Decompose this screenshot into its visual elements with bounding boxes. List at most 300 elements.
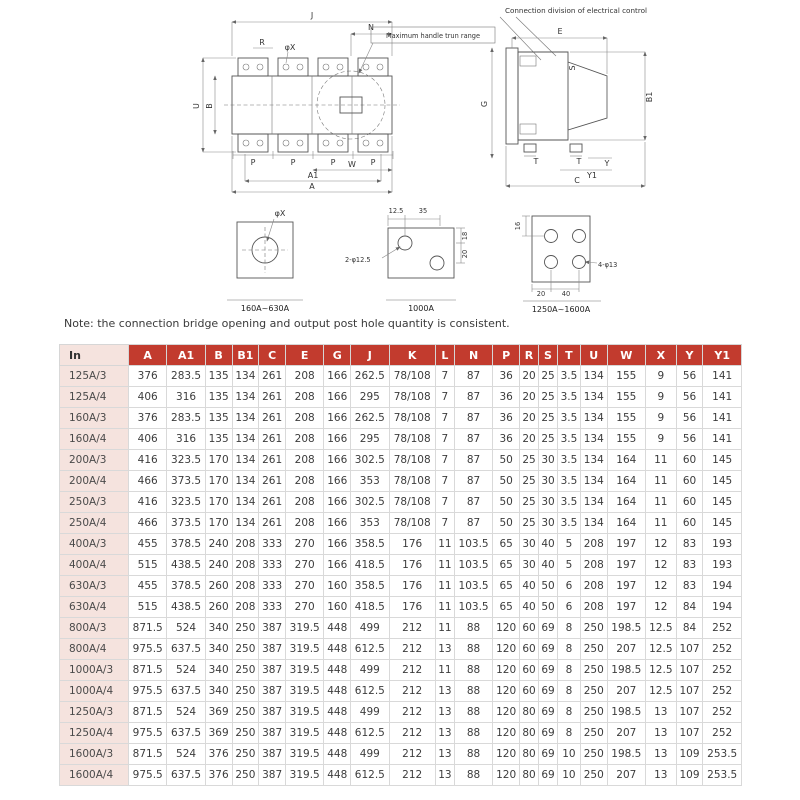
value-cell: 87: [454, 471, 492, 492]
value-cell: 84: [676, 618, 703, 639]
value-cell: 30: [520, 555, 539, 576]
value-cell: 340: [205, 639, 232, 660]
value-cell: 88: [454, 765, 492, 786]
value-cell: 145: [703, 513, 742, 534]
hole2-dim-12-5: 12.5: [388, 207, 404, 215]
col-header-c: C: [259, 345, 286, 366]
value-cell: 60: [676, 492, 703, 513]
table-header-row: [60, 345, 742, 366]
hole-pattern-1250-1600: [514, 216, 617, 314]
model-cell: 400A/4: [60, 555, 129, 576]
dim-label-s: S: [568, 65, 577, 71]
value-cell: 358.5: [351, 534, 389, 555]
value-cell: 78/108: [389, 513, 435, 534]
value-cell: 637.5: [167, 765, 205, 786]
value-cell: 87: [454, 492, 492, 513]
value-cell: 207: [607, 723, 645, 744]
note-text: Note: the connection bridge opening and output post hole quantity is consistent.: [64, 317, 510, 330]
value-cell: 466: [129, 471, 167, 492]
value-cell: 80: [520, 744, 539, 765]
value-cell: 50: [493, 450, 520, 471]
value-cell: 11: [646, 513, 677, 534]
table-row: [60, 639, 742, 660]
value-cell: 373.5: [167, 471, 205, 492]
table-row: [60, 576, 742, 597]
value-cell: 262.5: [351, 408, 389, 429]
value-cell: 207: [607, 681, 645, 702]
col-header-t: T: [558, 345, 581, 366]
value-cell: 36: [493, 387, 520, 408]
value-cell: 376: [129, 408, 167, 429]
value-cell: 253.5: [703, 765, 742, 786]
value-cell: 319.5: [286, 618, 324, 639]
value-cell: 871.5: [129, 660, 167, 681]
model-cell: 1000A/3: [60, 660, 129, 681]
hole3-caption: 1250A~1600A: [531, 305, 591, 314]
value-cell: 13: [435, 744, 454, 765]
handle-note-label: Maximum handle trun range: [385, 32, 481, 40]
value-cell: 198.5: [607, 702, 645, 723]
value-cell: 333: [259, 597, 286, 618]
value-cell: 176: [389, 534, 435, 555]
value-cell: 302.5: [351, 492, 389, 513]
value-cell: 166: [324, 513, 351, 534]
value-cell: 25: [520, 513, 539, 534]
value-cell: 438.5: [167, 597, 205, 618]
value-cell: 208: [286, 366, 324, 387]
value-cell: 9: [646, 429, 677, 450]
value-cell: 13: [435, 702, 454, 723]
value-cell: 20: [520, 366, 539, 387]
value-cell: 373.5: [167, 513, 205, 534]
value-cell: 56: [676, 366, 703, 387]
value-cell: 207: [607, 639, 645, 660]
value-cell: 134: [232, 366, 259, 387]
value-cell: 319.5: [286, 639, 324, 660]
value-cell: 193: [703, 534, 742, 555]
value-cell: 176: [389, 597, 435, 618]
value-cell: 7: [435, 492, 454, 513]
value-cell: 7: [435, 471, 454, 492]
value-cell: 208: [286, 387, 324, 408]
col-header-j: J: [351, 345, 389, 366]
value-cell: 448: [324, 744, 351, 765]
value-cell: 166: [324, 492, 351, 513]
value-cell: 387: [259, 744, 286, 765]
value-cell: 323.5: [167, 450, 205, 471]
value-cell: 60: [676, 471, 703, 492]
value-cell: 87: [454, 513, 492, 534]
value-cell: 88: [454, 744, 492, 765]
value-cell: 120: [493, 765, 520, 786]
value-cell: 25: [539, 387, 558, 408]
hole2-dim-20: 20: [461, 249, 469, 259]
value-cell: 11: [646, 471, 677, 492]
value-cell: 50: [493, 492, 520, 513]
value-cell: 871.5: [129, 702, 167, 723]
value-cell: 65: [493, 555, 520, 576]
value-cell: 69: [539, 618, 558, 639]
value-cell: 12.5: [646, 681, 677, 702]
value-cell: 134: [580, 429, 607, 450]
value-cell: 87: [454, 408, 492, 429]
value-cell: 10: [558, 744, 581, 765]
value-cell: 56: [676, 429, 703, 450]
hole1-caption: 160A~630A: [240, 304, 290, 313]
value-cell: 198.5: [607, 744, 645, 765]
value-cell: 260: [205, 576, 232, 597]
hole2-dim-35: 35: [418, 207, 428, 215]
value-cell: 36: [493, 429, 520, 450]
value-cell: 84: [676, 597, 703, 618]
value-cell: 261: [259, 492, 286, 513]
value-cell: 134: [232, 429, 259, 450]
value-cell: 7: [435, 450, 454, 471]
value-cell: 30: [539, 513, 558, 534]
dim-label-a: A: [309, 182, 315, 191]
value-cell: 208: [286, 450, 324, 471]
value-cell: 120: [493, 639, 520, 660]
value-cell: 3.5: [558, 366, 581, 387]
dim-label-g: G: [480, 100, 489, 108]
model-cell: 200A/4: [60, 471, 129, 492]
value-cell: 240: [205, 555, 232, 576]
value-cell: 60: [676, 450, 703, 471]
col-header-x: X: [646, 345, 677, 366]
value-cell: 134: [232, 513, 259, 534]
value-cell: 295: [351, 387, 389, 408]
value-cell: 3.5: [558, 387, 581, 408]
value-cell: 30: [539, 450, 558, 471]
model-cell: 125A/4: [60, 387, 129, 408]
value-cell: 134: [580, 492, 607, 513]
value-cell: 107: [676, 660, 703, 681]
value-cell: 212: [389, 702, 435, 723]
value-cell: 612.5: [351, 723, 389, 744]
value-cell: 164: [607, 513, 645, 534]
value-cell: 333: [259, 555, 286, 576]
table-row: [60, 744, 742, 765]
technical-drawings: [0, 0, 800, 315]
value-cell: 319.5: [286, 660, 324, 681]
value-cell: 7: [435, 387, 454, 408]
col-header-p: P: [493, 345, 520, 366]
table-row: [60, 534, 742, 555]
value-cell: 40: [539, 555, 558, 576]
value-cell: 103.5: [454, 534, 492, 555]
value-cell: 120: [493, 660, 520, 681]
value-cell: 194: [703, 597, 742, 618]
dim-label-r: R: [259, 38, 265, 47]
value-cell: 160: [324, 597, 351, 618]
value-cell: 25: [520, 471, 539, 492]
value-cell: 212: [389, 744, 435, 765]
value-cell: 198.5: [607, 660, 645, 681]
hole-pattern-1000: [345, 207, 469, 313]
value-cell: 166: [324, 450, 351, 471]
value-cell: 88: [454, 681, 492, 702]
value-cell: 208: [232, 597, 259, 618]
value-cell: 8: [558, 723, 581, 744]
value-cell: 250: [580, 702, 607, 723]
table-row: [60, 513, 742, 534]
value-cell: 448: [324, 765, 351, 786]
value-cell: 319.5: [286, 744, 324, 765]
value-cell: 466: [129, 513, 167, 534]
value-cell: 134: [580, 366, 607, 387]
value-cell: 418.5: [351, 555, 389, 576]
value-cell: 406: [129, 387, 167, 408]
value-cell: 376: [205, 765, 232, 786]
value-cell: 250: [580, 618, 607, 639]
value-cell: 65: [493, 576, 520, 597]
value-cell: 8: [558, 702, 581, 723]
model-cell: 250A/4: [60, 513, 129, 534]
value-cell: 166: [324, 555, 351, 576]
value-cell: 319.5: [286, 765, 324, 786]
value-cell: 208: [286, 408, 324, 429]
side-view-drawing: [480, 6, 654, 186]
value-cell: 260: [205, 597, 232, 618]
model-cell: 800A/4: [60, 639, 129, 660]
value-cell: 376: [129, 366, 167, 387]
value-cell: 261: [259, 429, 286, 450]
value-cell: 141: [703, 429, 742, 450]
value-cell: 270: [286, 534, 324, 555]
model-cell: 1250A/4: [60, 723, 129, 744]
value-cell: 499: [351, 702, 389, 723]
value-cell: 134: [232, 408, 259, 429]
value-cell: 20: [520, 429, 539, 450]
col-header-u: U: [580, 345, 607, 366]
value-cell: 252: [703, 723, 742, 744]
value-cell: 8: [558, 618, 581, 639]
value-cell: 13: [646, 723, 677, 744]
value-cell: 6: [558, 576, 581, 597]
dim-label-y1: Y1: [587, 171, 597, 180]
dim-label-b1: B1: [645, 91, 654, 103]
value-cell: 164: [607, 471, 645, 492]
value-cell: 155: [607, 429, 645, 450]
value-cell: 80: [520, 702, 539, 723]
value-cell: 120: [493, 744, 520, 765]
value-cell: 3.5: [558, 429, 581, 450]
value-cell: 11: [435, 576, 454, 597]
value-cell: 65: [493, 534, 520, 555]
col-header-a1: A1: [167, 345, 205, 366]
value-cell: 12: [646, 534, 677, 555]
value-cell: 50: [539, 597, 558, 618]
value-cell: 69: [539, 660, 558, 681]
value-cell: 250: [580, 660, 607, 681]
value-cell: 208: [232, 576, 259, 597]
value-cell: 12: [646, 576, 677, 597]
value-cell: 3.5: [558, 450, 581, 471]
value-cell: 975.5: [129, 639, 167, 660]
value-cell: 262.5: [351, 366, 389, 387]
value-cell: 25: [520, 492, 539, 513]
value-cell: 208: [286, 513, 324, 534]
value-cell: 60: [520, 681, 539, 702]
value-cell: 87: [454, 450, 492, 471]
hole3-dim-16: 16: [514, 221, 522, 231]
value-cell: 376: [205, 744, 232, 765]
value-cell: 448: [324, 702, 351, 723]
value-cell: 250: [580, 723, 607, 744]
value-cell: 30: [520, 534, 539, 555]
value-cell: 612.5: [351, 639, 389, 660]
col-header-a: A: [129, 345, 167, 366]
col-header-w: W: [607, 345, 645, 366]
value-cell: 120: [493, 618, 520, 639]
value-cell: 80: [520, 723, 539, 744]
value-cell: 40: [520, 597, 539, 618]
value-cell: 166: [324, 429, 351, 450]
value-cell: 83: [676, 534, 703, 555]
model-cell: 160A/3: [60, 408, 129, 429]
table-row: [60, 471, 742, 492]
value-cell: 11: [435, 660, 454, 681]
value-cell: 524: [167, 702, 205, 723]
value-cell: 871.5: [129, 618, 167, 639]
value-cell: 448: [324, 681, 351, 702]
value-cell: 78/108: [389, 471, 435, 492]
value-cell: 261: [259, 471, 286, 492]
value-cell: 3.5: [558, 513, 581, 534]
value-cell: 333: [259, 534, 286, 555]
dim-label-c: C: [574, 176, 580, 185]
value-cell: 212: [389, 723, 435, 744]
col-header-s: S: [539, 345, 558, 366]
value-cell: 87: [454, 429, 492, 450]
value-cell: 40: [520, 576, 539, 597]
value-cell: 87: [454, 387, 492, 408]
drawings-svg: [0, 0, 800, 315]
value-cell: 155: [607, 408, 645, 429]
value-cell: 6: [558, 597, 581, 618]
value-cell: 283.5: [167, 366, 205, 387]
table-row: [60, 723, 742, 744]
value-cell: 69: [539, 681, 558, 702]
value-cell: 135: [205, 366, 232, 387]
model-cell: 1600A/3: [60, 744, 129, 765]
value-cell: 7: [435, 513, 454, 534]
dim-label-y: Y: [604, 159, 610, 168]
value-cell: 319.5: [286, 681, 324, 702]
table-row: [60, 408, 742, 429]
value-cell: 295: [351, 429, 389, 450]
value-cell: 3.5: [558, 408, 581, 429]
dim-label-phix: φX: [284, 43, 296, 52]
value-cell: 40: [539, 534, 558, 555]
value-cell: 208: [580, 597, 607, 618]
dim-label-p3: P: [330, 158, 336, 167]
value-cell: 524: [167, 660, 205, 681]
table-row: [60, 387, 742, 408]
value-cell: 207: [607, 765, 645, 786]
value-cell: 88: [454, 660, 492, 681]
dim-label-u: U: [192, 103, 201, 109]
value-cell: 78/108: [389, 429, 435, 450]
value-cell: 316: [167, 387, 205, 408]
value-cell: 387: [259, 723, 286, 744]
value-cell: 3.5: [558, 471, 581, 492]
value-cell: 340: [205, 660, 232, 681]
value-cell: 12: [646, 555, 677, 576]
col-header-y1: Y1: [703, 345, 742, 366]
value-cell: 50: [493, 471, 520, 492]
value-cell: 134: [232, 471, 259, 492]
value-cell: 103.5: [454, 597, 492, 618]
dim-label-p1: P: [250, 158, 256, 167]
value-cell: 60: [520, 660, 539, 681]
value-cell: 270: [286, 555, 324, 576]
dim-label-e: E: [557, 27, 563, 36]
hole2-dim-18: 18: [461, 231, 469, 241]
value-cell: 387: [259, 765, 286, 786]
value-cell: 50: [539, 576, 558, 597]
value-cell: 11: [435, 618, 454, 639]
value-cell: 369: [205, 723, 232, 744]
value-cell: 88: [454, 618, 492, 639]
value-cell: 78/108: [389, 450, 435, 471]
value-cell: 11: [646, 450, 677, 471]
value-cell: 252: [703, 702, 742, 723]
value-cell: 250: [232, 660, 259, 681]
value-cell: 30: [539, 492, 558, 513]
value-cell: 160: [324, 576, 351, 597]
value-cell: 36: [493, 408, 520, 429]
value-cell: 30: [539, 471, 558, 492]
value-cell: 69: [539, 639, 558, 660]
value-cell: 250: [580, 744, 607, 765]
value-cell: 358.5: [351, 576, 389, 597]
value-cell: 208: [232, 534, 259, 555]
table-row: [60, 681, 742, 702]
value-cell: 69: [539, 723, 558, 744]
dim-label-t2: T: [576, 157, 582, 166]
side-view-title: Connection division of electrical control: [504, 6, 648, 15]
value-cell: 416: [129, 492, 167, 513]
value-cell: 319.5: [286, 723, 324, 744]
value-cell: 166: [324, 471, 351, 492]
col-header-b: B: [205, 345, 232, 366]
value-cell: 378.5: [167, 534, 205, 555]
value-cell: 134: [580, 513, 607, 534]
value-cell: 261: [259, 513, 286, 534]
value-cell: 135: [205, 387, 232, 408]
value-cell: 499: [351, 744, 389, 765]
value-cell: 56: [676, 408, 703, 429]
value-cell: 637.5: [167, 681, 205, 702]
value-cell: 65: [493, 597, 520, 618]
model-cell: 630A/4: [60, 597, 129, 618]
value-cell: 13: [646, 744, 677, 765]
table-row: [60, 702, 742, 723]
value-cell: 250: [232, 765, 259, 786]
value-cell: 25: [539, 408, 558, 429]
value-cell: 11: [646, 492, 677, 513]
model-cell: 200A/3: [60, 450, 129, 471]
value-cell: 455: [129, 576, 167, 597]
value-cell: 155: [607, 366, 645, 387]
value-cell: 250: [232, 723, 259, 744]
value-cell: 135: [205, 408, 232, 429]
value-cell: 261: [259, 408, 286, 429]
value-cell: 208: [286, 492, 324, 513]
value-cell: 176: [389, 555, 435, 576]
value-cell: 316: [167, 429, 205, 450]
